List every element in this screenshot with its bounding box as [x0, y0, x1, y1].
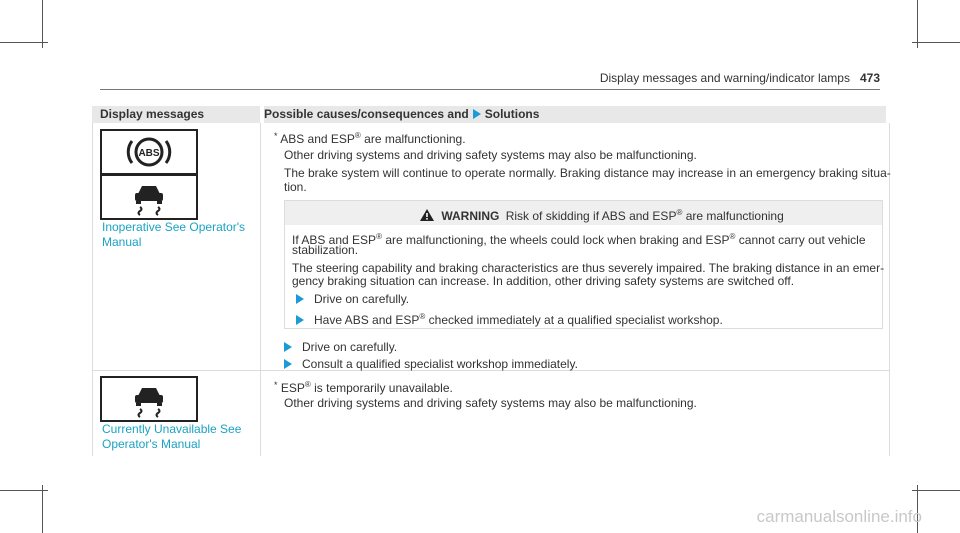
solution-step: Drive on carefully.: [284, 340, 397, 354]
warning-text: stabilization.: [292, 243, 359, 257]
crop-mark: [917, 0, 918, 48]
running-header: [600, 71, 880, 85]
esp-icon-box: [100, 376, 198, 422]
row1-text: Other driving systems and driving safety systems may also be malfunctioning.: [284, 148, 697, 162]
solution-step: Consult a qualified specialist workshop immediately.: [284, 357, 578, 371]
bullet-arrow-icon: [284, 359, 292, 369]
warning-title-line: WARNING Risk of skidding if ABS and ESP® are malfunctioning: [420, 206, 784, 223]
row2-text: Other driving systems and driving safety systems may also be malfunctioning.: [284, 396, 697, 410]
bullet-arrow-icon: [296, 315, 304, 325]
abs-icon-box: [100, 129, 198, 175]
esp-skid-icon: [102, 176, 196, 218]
warning-bullet: Drive on carefully.: [296, 292, 409, 306]
warning-text: If ABS and ESP® are malfunctioning, the wheels could lock when braking and ESP® cannot carry out vehicle: [292, 232, 866, 247]
table-border: [260, 123, 261, 456]
warning-text: The steering capability and braking characteristics are thus severely impaired. The braking distance in an emer-: [292, 261, 885, 275]
column-header-display-messages: Display messages: [92, 106, 260, 123]
esp-skid-icon: [102, 378, 196, 420]
row1-text: tion.: [284, 180, 307, 194]
crop-mark: [42, 485, 43, 533]
page-number: 473: [859, 71, 880, 85]
solutions-arrow-icon: [473, 109, 481, 119]
crop-mark: [0, 490, 48, 491]
table-border: [92, 123, 93, 456]
unavailable-message: Currently Unavailable See Operator's Manual: [102, 422, 242, 451]
column-header-causes: Possible causes/consequences and Solutions: [264, 106, 886, 123]
crop-mark: [912, 490, 960, 491]
header-title: Display messages and warning/indicator lamps: [599, 71, 850, 85]
row2-cause-line: * ESP® is temporarily unavailable.: [274, 380, 453, 395]
crop-mark: [912, 42, 960, 43]
svg-text:ABS: ABS: [138, 148, 160, 159]
row1-text: The brake system will continue to operate normally. Braking distance may increase in an emergency braking situa-: [284, 166, 891, 180]
warning-triangle-icon: [420, 209, 434, 221]
bullet-arrow-icon: [296, 294, 304, 304]
esp-icon-box: [100, 174, 198, 220]
bullet-arrow-icon: [284, 342, 292, 352]
crop-mark: [0, 42, 48, 43]
watermark: carmanualsonline.info: [756, 507, 922, 526]
inoperative-message: Inoperative See Operator's Manual: [102, 220, 246, 249]
crop-mark: [42, 0, 43, 48]
abs-warning-icon: [102, 131, 196, 173]
warning-bullet: Have ABS and ESP® checked immediately at a qualified specialist workshop.: [296, 310, 723, 327]
warning-text: gency braking situation can increase. In addition, other driving safety systems are switched off.: [292, 274, 795, 288]
header-rule: [100, 89, 880, 90]
row1-cause-line: * ABS and ESP® are malfunctioning.: [274, 131, 466, 146]
